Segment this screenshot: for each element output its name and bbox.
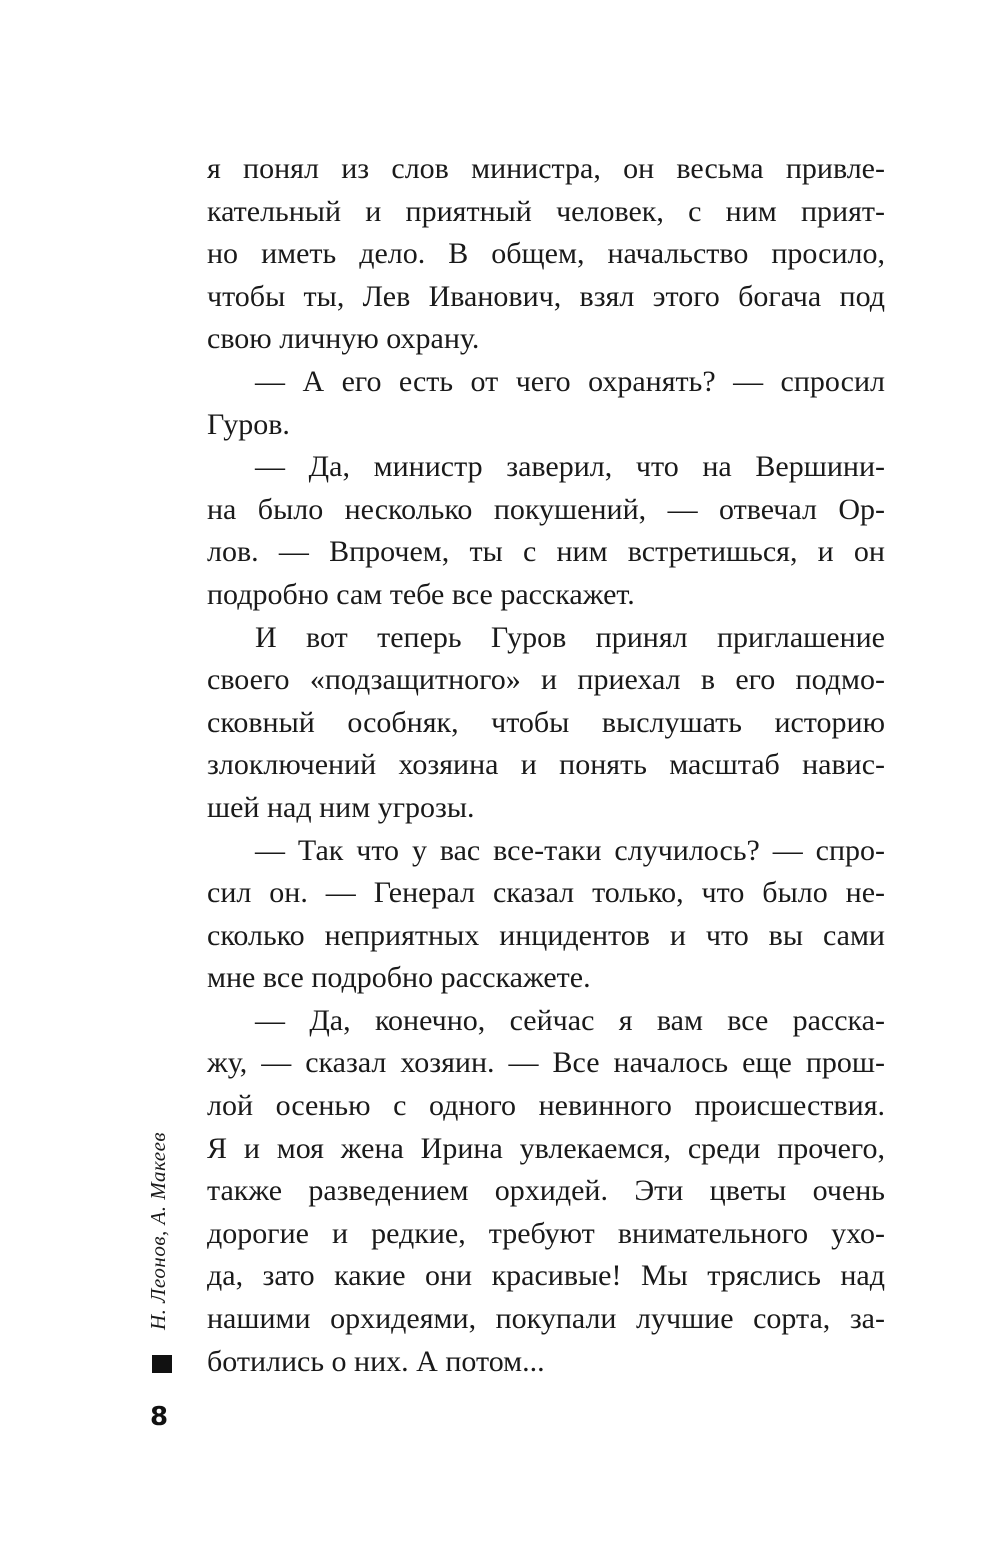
running-head-authors: Н. Леонов, А. Макеев — [146, 1131, 170, 1330]
text-line: свою личную охрану. — [207, 322, 480, 356]
text-line: лой осенью с одного невинного происшествия. — [207, 1089, 885, 1123]
text-line: — Да, конечно, сейчас я вам все расска- — [255, 1003, 885, 1037]
text-line: Я и моя жена Ирина увлекаемся, среди прочего, — [207, 1131, 885, 1165]
text-line: но иметь дело. В общем, начальство просило, — [207, 237, 885, 271]
text-line: лов. — Впрочем, ты с ним встретишься, и он — [207, 535, 885, 569]
text-line: чтобы ты, Лев Иванович, взял этого богача под — [207, 279, 885, 313]
text-line: своего «подзащитного» и приехал в его подмо- — [207, 663, 885, 697]
text-line: нашими орхидеями, покупали лучшие сорта, за- — [207, 1302, 885, 1336]
text-line: — Так что у вас все-таки случилось? — спро- — [255, 833, 885, 867]
text-line: — А его есть от чего охранять? — спросил — [255, 364, 885, 398]
square-marker-icon — [152, 1355, 172, 1373]
text-line: на было несколько покушений, — отвечал Ор- — [207, 492, 885, 526]
text-line: — Да, министр заверил, что на Вершини- — [255, 450, 885, 484]
text-line: злоключений хозяина и понять масштаб навис- — [207, 748, 885, 782]
text-line: жу, — сказал хозяин. — Все началось еще прош- — [207, 1046, 885, 1080]
text-line: дорогие и редкие, требуют внимательного ухо- — [207, 1216, 885, 1250]
body-text — [207, 148, 885, 1383]
text-line: кательный и приятный человек, с ним прият- — [207, 194, 885, 228]
text-line: шей над ним угрозы. — [207, 790, 475, 824]
text-line: сковный особняк, чтобы выслушать историю — [207, 705, 885, 739]
text-line: подробно сам тебе все расскажет. — [207, 577, 635, 611]
text-line: ботились о них. А потом... — [207, 1344, 545, 1378]
text-line: мне все подробно расскажете. — [207, 961, 591, 995]
text-line: также разведением орхидей. Эти цветы очень — [207, 1174, 885, 1208]
text-line: сколько неприятных инцидентов и что вы сами — [207, 918, 885, 952]
text-line: И вот теперь Гуров принял приглашение — [255, 620, 885, 654]
text-line: Гуров. — [207, 407, 290, 441]
text-line: да, зато какие они красивые! Мы тряслись над — [207, 1259, 885, 1293]
text-line: сил он. — Генерал сказал только, что было не- — [207, 876, 885, 910]
page-number: 8 — [150, 1402, 169, 1432]
text-line: я понял из слов министра, он весьма привле- — [207, 152, 885, 185]
